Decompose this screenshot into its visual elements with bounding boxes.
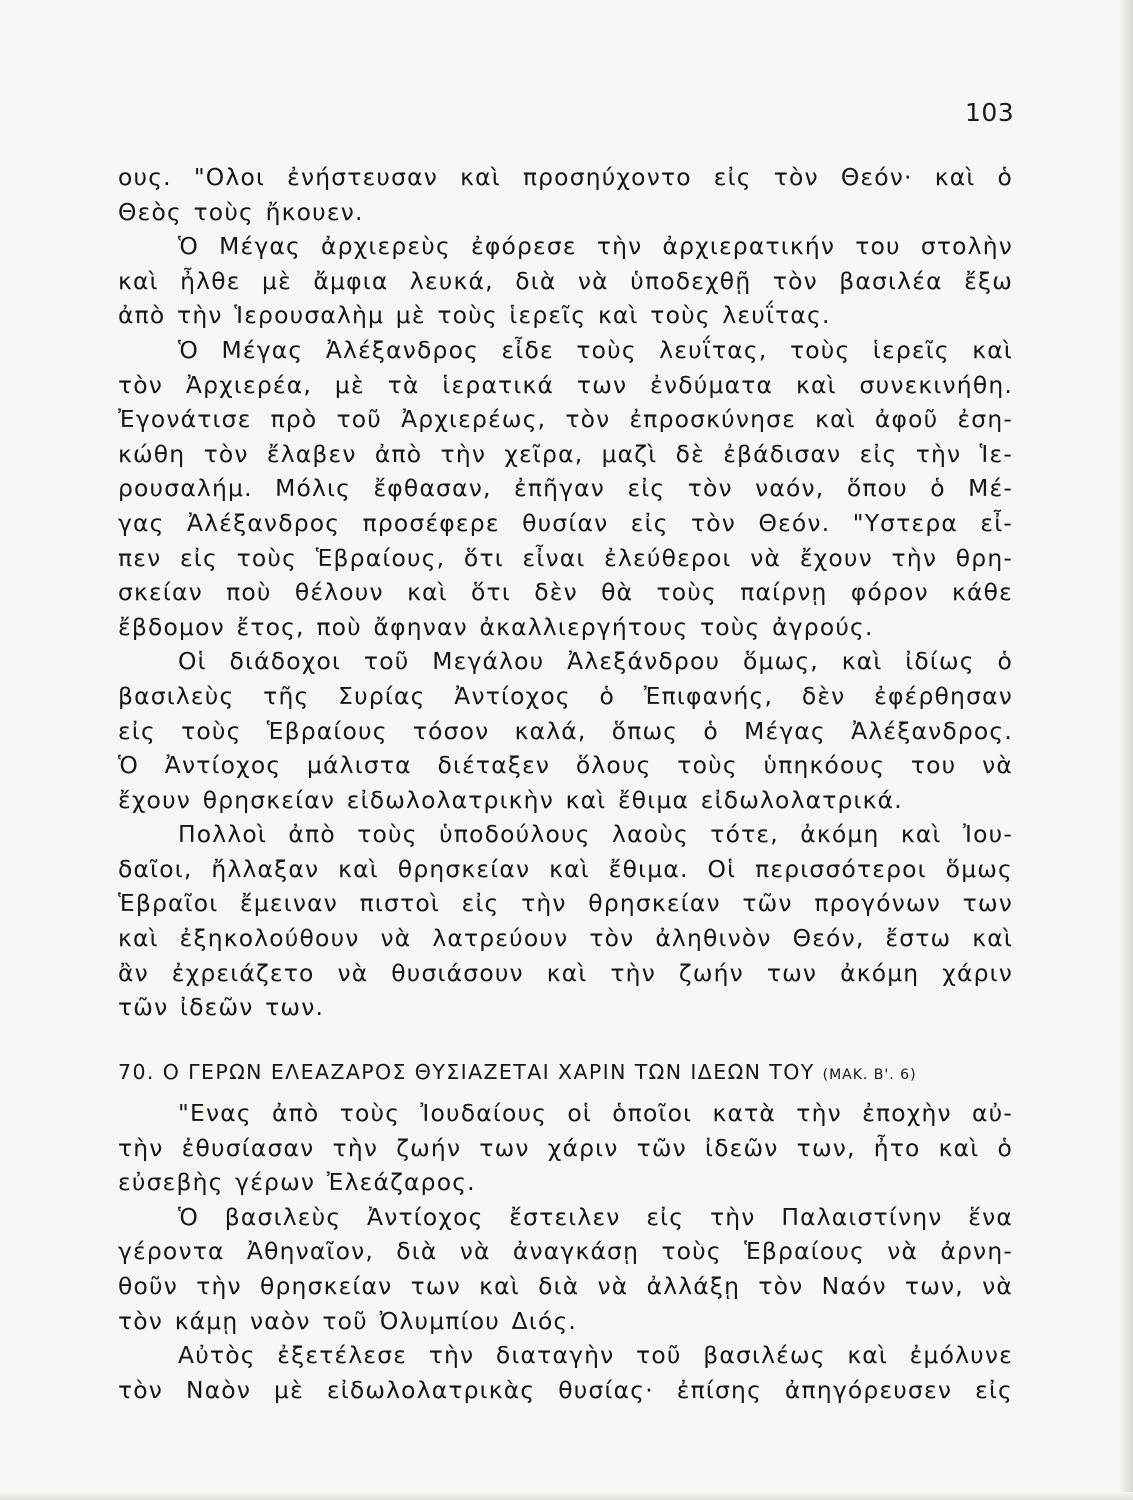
text-line: Ὁ Ἀντίοχος μάλιστα διέταξεν ὅλους τοὺς ὑπηκόους του νὰ bbox=[118, 751, 1013, 780]
text-line: Θεὸς τοὺς ἤκουεν. bbox=[118, 197, 364, 226]
text-line: ἔβδομον ἔτος, ποὺ ἄφηναν ἀκαλλιεργήτους τοὺς ἀγρούς. bbox=[118, 612, 874, 641]
text-line: γας Ἀλέξανδρος προσέφερε θυσίαν εἰς τὸν Θεόν. "Υστερα εἶ- bbox=[118, 508, 1013, 537]
text-line: κώθη τὸν ἔλαβεν ἀπὸ τὴν χεῖρα, μαζὶ δὲ ἐβάδισαν εἰς τὴν Ἱε- bbox=[118, 439, 1013, 468]
body-text-block-1 bbox=[118, 160, 1013, 1025]
text-line: Αὐτὸς ἐξετέλεσε τὴν διαταγὴν τοῦ βασιλέως καὶ ἐμόλυνε bbox=[178, 1341, 1013, 1370]
text-line: εἰς τοὺς Ἑβραίους τόσον καλά, ὅπως ὁ Μέγας Ἀλέξανδρος. bbox=[118, 716, 1013, 745]
text-line: βασιλεὺς τῆς Συρίας Ἀντίοχος ὁ Ἐπιφανής, δὲν ἐφέρθησαν bbox=[118, 681, 1013, 710]
text-line: τὸν Ναὸν μὲ εἰδωλολατρικὰς θυσίας· ἐπίσης ἀπηγόρευσεν εἰς bbox=[118, 1375, 1013, 1404]
text-line: πεν εἰς τοὺς Ἑβραίους, ὅτι εἶναι ἐλεύθεροι νὰ ἔχουν τὴν θρη- bbox=[118, 543, 1013, 572]
text-line: εὐσεβὴς γέρων Ἐλεάζαρος. bbox=[118, 1168, 476, 1197]
text-line: καὶ ἐξηκολούθουν νὰ λατρεύουν τὸν ἀληθινὸν Θεόν, ἔστω καὶ bbox=[118, 924, 1013, 953]
text-line: Ἑβραῖοι ἔμειναν πιστοὶ εἰς τὴν θρησκείαν τῶν προγόνων των bbox=[118, 889, 1013, 918]
text-line: ἔχουν θρησκείαν εἰδωλολατρικὴν καὶ ἔθιμα εἰδωλολατρικά. bbox=[118, 785, 903, 814]
text-line: Ὁ Μέγας Ἀλέξανδρος εἶδε τοὺς λευΐτας, τοὺς ἱερεῖς καὶ bbox=[178, 335, 1013, 364]
section-title: 70. Ο ΓΕΡΩΝ ΕΛΕΑΖΑΡΟΣ ΘΥΣΙΑΖΕΤΑΙ ΧΑΡΙΝ ΤΩΝ ΙΔΕΩΝ ΤΟΥ bbox=[118, 1060, 815, 1084]
page-number: 103 bbox=[965, 98, 1015, 127]
text-line: Ὁ βασιλεὺς Ἀντίοχος ἔστειλεν εἰς τὴν Παλαιστίνην ἕνα bbox=[178, 1202, 1013, 1231]
page-edge-shadow bbox=[1119, 0, 1133, 1500]
text-line: θοῦν τὴν θρησκείαν των καὶ διὰ νὰ ἀλλάξῃ τὸν Ναόν των, νὰ bbox=[118, 1271, 1013, 1300]
text-line: τὸν κάμῃ ναὸν τοῦ Ὀλυμπίου Διός. bbox=[118, 1306, 578, 1335]
section-heading bbox=[118, 1060, 1018, 1084]
text-line: σκείαν ποὺ θέλουν καὶ ὅτι δὲν θὰ τοὺς παίρνῃ φόρον κάθε bbox=[118, 578, 1013, 607]
text-line: ρουσαλήμ. Μόλις ἔφθασαν, ἐπῆγαν εἰς τὸν ναόν, ὅπου ὁ Μέ- bbox=[118, 474, 1013, 503]
text-line: τῶν ἰδεῶν των. bbox=[118, 993, 325, 1022]
text-line: ους. "Ολοι ἐνήστευσαν καὶ προσηύχοντο εἰς τὸν Θεόν· καὶ ὁ bbox=[118, 163, 1013, 191]
text-line: καὶ ἦλθε μὲ ἄμφια λευκά, διὰ νὰ ὑποδεχθῇ τὸν βασιλέα ἔξω bbox=[118, 266, 1013, 295]
text-line: Πολλοὶ ἀπὸ τοὺς ὑποδούλους λαοὺς τότε, ἀκόμη καὶ Ἰου- bbox=[178, 820, 1013, 849]
text-line: Ὁ Μέγας ἀρχιερεὺς ἐφόρεσε τὴν ἀρχιερατικήν του στολὴν bbox=[178, 232, 1013, 261]
text-line: ἀπὸ τὴν Ἱερουσαλὴμ μὲ τοὺς ἱερεῖς καὶ τοὺς λευΐτας. bbox=[118, 301, 831, 330]
text-line: "Ενας ἀπὸ τοὺς Ἰουδαίους οἱ ὁποῖοι κατὰ τὴν ἐποχὴν αὐ- bbox=[178, 1099, 1013, 1127]
text-line: Ἐγονάτισε πρὸ τοῦ Ἀρχιερέως, τὸν ἐπροσκύνησε καὶ ἀφοῦ ἐση- bbox=[118, 405, 1013, 434]
page-bottom-edge bbox=[0, 1492, 1133, 1500]
text-line: ἂν ἐχρειάζετο νὰ θυσιάσουν καὶ τὴν ζωήν των ἀκόμη χάριν bbox=[118, 958, 1013, 987]
body-text-block-2 bbox=[118, 1096, 1013, 1407]
section-reference: (ΜΑΚ. Β'. 6) bbox=[822, 1067, 917, 1083]
text-line: δαῖοι, ἤλλαξαν καὶ θρησκείαν καὶ ἔθιμα. Οἱ περισσότεροι ὅμως bbox=[118, 854, 1013, 883]
text-line: Οἱ διάδοχοι τοῦ Μεγάλου Ἀλεξάνδρου ὅμως, καὶ ἰδίως ὁ bbox=[178, 647, 1013, 676]
text-line: γέροντα Ἀθηναῖον, διὰ νὰ ἀναγκάσῃ τοὺς Ἑβραίους νὰ ἀρνη- bbox=[118, 1237, 1013, 1266]
text-line: τὴν ἐθυσίασαν τὴν ζωήν των χάριν τῶν ἰδεῶν των, ἦτο καὶ ὁ bbox=[118, 1133, 1013, 1162]
text-line: τὸν Ἀρχιερέα, μὲ τὰ ἱερατικά των ἐνδύματα καὶ συνεκινήθη. bbox=[118, 370, 1013, 399]
